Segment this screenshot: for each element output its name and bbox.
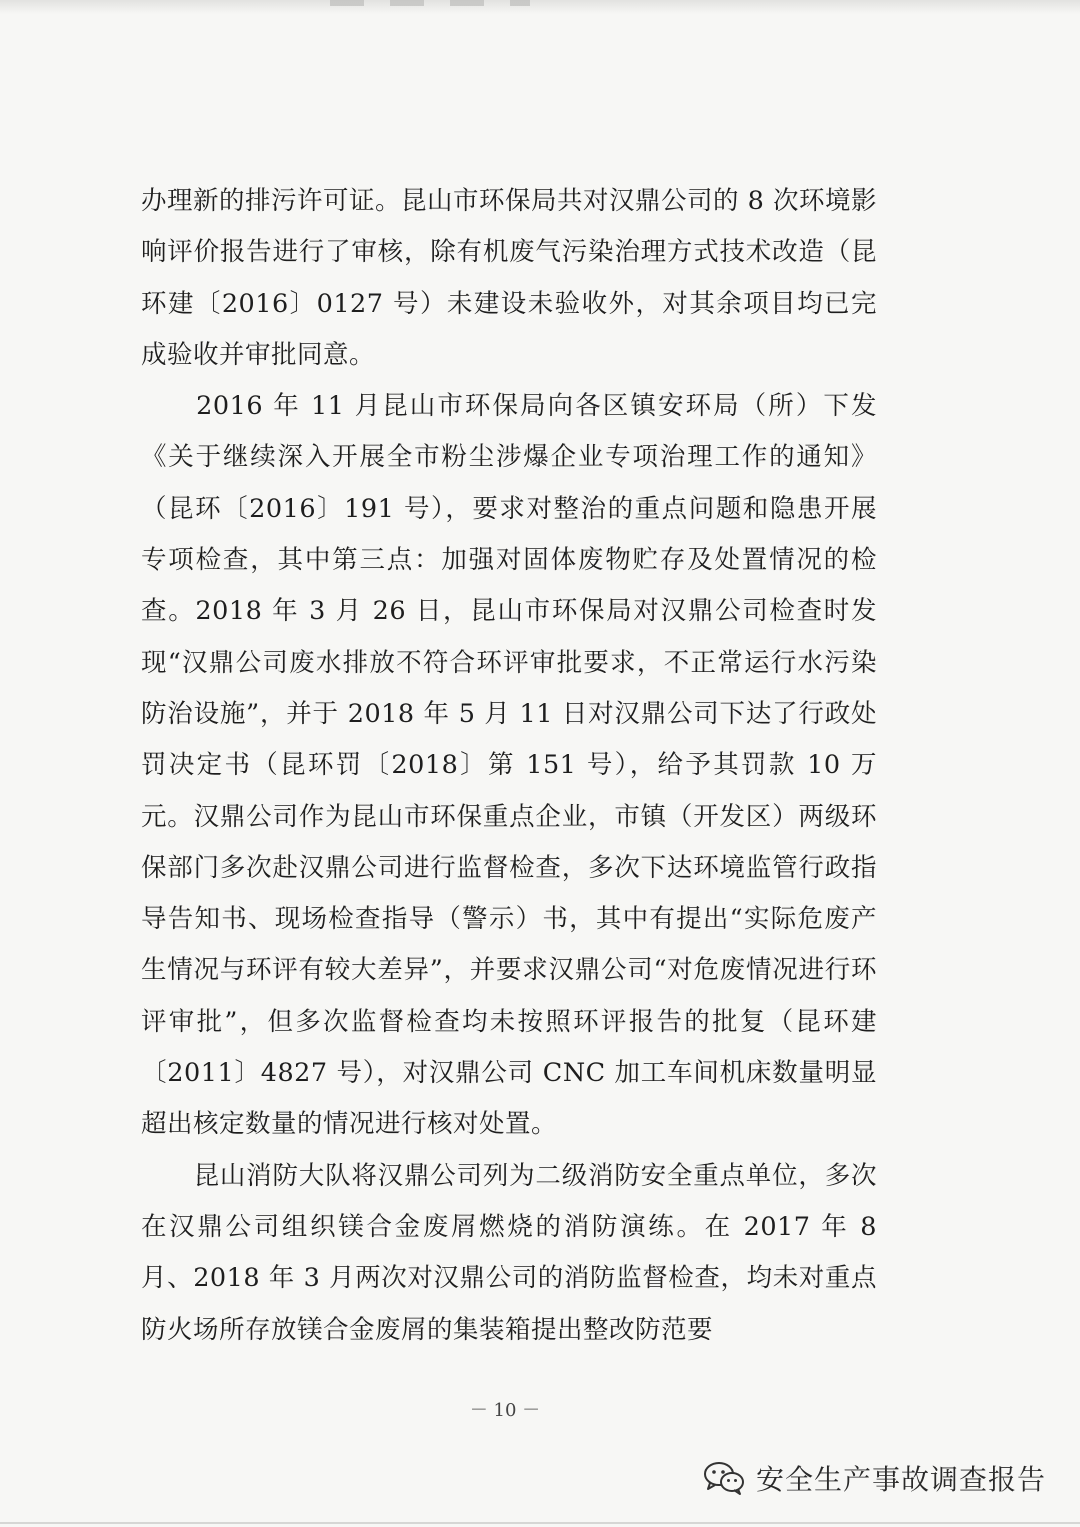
scan-artifact (330, 0, 530, 6)
paragraph-2: 2016 年 11 月昆山市环保局向各区镇安环局（所）下发《关于继续深入开展全市粉尘涉爆企业专项治理工作的通知》（昆环〔2016〕191 号），要求对整治的重点问题和隐患开展专项检查，其中第三点：加强对固体废物贮存及处置情况的检查。2018 年 3 月 26 日，昆山市环保局对汉鼎公司检查时发现“汉鼎公司废水排放不符合环评审批要求，不正常运行水污染防治设施”，并于 2018 年 5 月 11 日对汉鼎公司下达了行政处罚决定书（昆环罚〔2018〕第 151 号），给予其罚款 10 万元。汉鼎公司作为昆山市环保重点企业，市镇（开发区）两级环保部门多次赴汉鼎公司进行监督检查，多次下达环境监管行政指导告知书、现场检查指导（警示）书，其中有提出“实际危废产生情况与环评有较大差异”，并要求汉鼎公司“对危废情况进行环评审批”，但多次监督检查均未按照环评报告的批复（昆环建〔2011〕4827 号），对汉鼎公司 CNC 加工车间机床数量明显超出核定数量的情况进行核对处置。 (141, 391, 877, 1140)
paragraph-1: 办理新的排污许可证。昆山市环保局共对汉鼎公司的 8 次环境影响评价报告进行了审核，除有机废气污染治理方式技术改造（昆环建〔2016〕0127 号）未建设未验收外，对其余项目均已完成验收并审批同意。 (141, 186, 877, 370)
paragraph-3: 昆山消防大队将汉鼎公司列为二级消防安全重点单位，多次在汉鼎公司组织镁合金废屑燃烧的消防演练。在 2017 年 8 月、2018 年 3 月两次对汉鼎公司的消防监督检查，均未对重点防火场所存放镁合金废屑的集装箱提出整改防范要 (141, 1160, 886, 1345)
page-edge (0, 1522, 1080, 1524)
wechat-icon (702, 1459, 746, 1497)
watermark-text: 安全生产事故调查报告 (755, 1463, 1046, 1496)
page-number: － 10 － (469, 1400, 541, 1421)
document-body (141, 176, 886, 1356)
source-watermark (702, 1456, 1046, 1500)
